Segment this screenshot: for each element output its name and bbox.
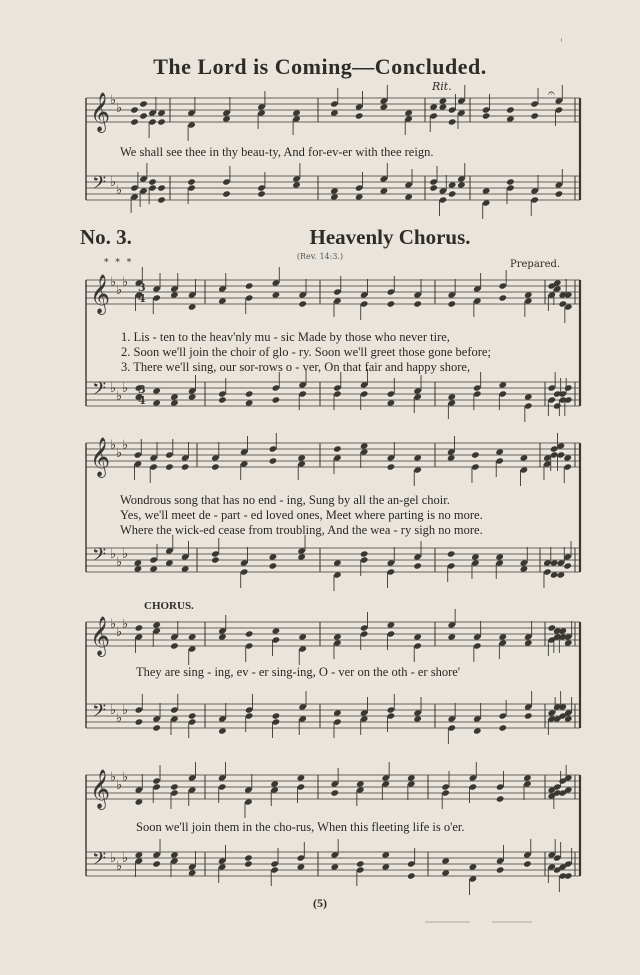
flat-sign: ♭ xyxy=(122,703,129,718)
treble-note xyxy=(506,106,515,113)
bass-note xyxy=(269,553,278,560)
bass-note xyxy=(457,181,466,188)
bass-note xyxy=(380,187,389,194)
bass-note xyxy=(523,860,532,867)
bass-note xyxy=(187,178,196,185)
treble-note xyxy=(360,442,369,449)
bass-note xyxy=(471,553,480,560)
treble-note xyxy=(298,633,307,640)
bass-note xyxy=(553,402,562,409)
treble-note xyxy=(139,112,148,119)
treble-note xyxy=(523,774,532,781)
flat-sign: ♭ xyxy=(122,617,129,632)
treble-note xyxy=(152,621,161,628)
time-signature: 4 xyxy=(138,292,146,305)
bass-note xyxy=(495,553,504,560)
treble-note xyxy=(333,445,342,452)
bass-note xyxy=(245,399,254,406)
bass-note xyxy=(218,727,227,734)
treble-note xyxy=(496,795,505,802)
treble-note xyxy=(170,783,179,790)
treble-note xyxy=(135,624,144,631)
bass-note xyxy=(381,863,390,870)
flat-sign: ♭ xyxy=(110,770,117,785)
treble-note xyxy=(298,300,307,307)
treble-note xyxy=(387,621,396,628)
flat-sign: ♭ xyxy=(116,101,123,116)
flat-sign: ♭ xyxy=(116,778,123,793)
treble-note xyxy=(524,291,533,298)
hymn2-number: No. 3. xyxy=(80,225,132,249)
page-number: (5) xyxy=(313,896,327,910)
treble-note xyxy=(355,112,364,119)
bass-note xyxy=(330,193,339,200)
flat-sign: ♭ xyxy=(122,438,129,453)
bass-note xyxy=(272,712,281,719)
flat-sign: ♭ xyxy=(110,703,117,718)
treble-note xyxy=(447,633,456,640)
bass-note xyxy=(170,393,179,400)
bass-note xyxy=(245,390,254,397)
flat-sign: ♭ xyxy=(116,446,123,461)
time-signature: 3 xyxy=(138,383,146,396)
bass-note xyxy=(524,393,533,400)
treble-note xyxy=(269,457,278,464)
flat-sign: ♭ xyxy=(122,381,129,396)
bass-note xyxy=(413,715,422,722)
treble-note xyxy=(506,115,515,122)
bass-note xyxy=(148,178,157,185)
asterisk-marks: * * * xyxy=(104,258,134,268)
corner-mark: ' xyxy=(560,38,563,49)
flat-sign: ♭ xyxy=(110,547,117,562)
chorus-line-2: Soon we'll join them in the cho-rus, When this fleeting life is o'er. xyxy=(136,820,465,834)
treble-note xyxy=(181,463,190,470)
flat-sign: ♭ xyxy=(122,770,129,785)
bass-note xyxy=(244,854,253,861)
treble-note xyxy=(564,639,573,646)
treble-note xyxy=(135,798,144,805)
bass-note xyxy=(564,384,573,391)
treble-note xyxy=(188,303,197,310)
treble-note xyxy=(495,448,504,455)
fermata: 𝄐 xyxy=(548,86,555,100)
treble-note xyxy=(482,112,491,119)
bass-note xyxy=(222,190,231,197)
treble-note xyxy=(564,291,573,298)
bass-note xyxy=(447,550,456,557)
bass-clef: 𝄢 xyxy=(92,701,107,726)
bass-note xyxy=(134,565,143,572)
bass-note xyxy=(188,393,197,400)
verse-3-line-2: Where the wick-ed cease from troubling, And the wea - ry sigh no more. xyxy=(120,523,483,537)
treble-note xyxy=(218,633,227,640)
bass-note xyxy=(333,709,342,716)
treble-note xyxy=(530,112,539,119)
flat-sign: ♭ xyxy=(116,625,123,640)
treble-note xyxy=(188,633,197,640)
treble-note xyxy=(330,789,339,796)
treble-note xyxy=(292,109,301,116)
bass-note xyxy=(188,869,197,876)
bass-note xyxy=(563,562,572,569)
treble-note xyxy=(297,774,306,781)
bass-note xyxy=(557,571,566,578)
verse-3-line-1: 3. There we'll sing, our sor-rows o - ver, On that fair and happy shore, xyxy=(121,360,471,374)
bass-note xyxy=(387,399,396,406)
treble-note xyxy=(447,300,456,307)
bass-clef: 𝄢 xyxy=(92,173,107,198)
bass-note xyxy=(292,181,301,188)
flat-sign: ♭ xyxy=(110,438,117,453)
hymn1-lyric: We shall see thee in thy beau-ty, And for-ev-er with thee reign. xyxy=(120,145,434,159)
treble-note xyxy=(413,454,422,461)
hymn1-title: The Lord is Coming—Concluded. xyxy=(153,54,487,79)
bass-note xyxy=(448,190,457,197)
treble-note xyxy=(471,451,480,458)
flat-sign: ♭ xyxy=(116,711,123,726)
treble-note xyxy=(245,282,254,289)
verse-2-line-2: Yes, we'll meet de - part - ed loved ones, Meet where parting is no more. xyxy=(120,508,483,522)
bass-note xyxy=(441,857,450,864)
treble-note xyxy=(245,630,254,637)
treble-note xyxy=(498,294,507,301)
treble-note xyxy=(157,109,166,116)
bass-note xyxy=(441,869,450,876)
bass-note xyxy=(407,872,416,879)
bass-note xyxy=(550,571,559,578)
bass-note xyxy=(558,703,567,710)
bass-note xyxy=(330,187,339,194)
treble-note xyxy=(387,463,396,470)
bass-note xyxy=(404,193,413,200)
bass-note xyxy=(381,851,390,858)
bass-note xyxy=(152,860,161,867)
treble-note xyxy=(222,115,231,122)
bass-note xyxy=(297,553,306,560)
treble-note xyxy=(380,103,389,110)
treble-clef: 𝄞 xyxy=(90,437,111,477)
treble-note xyxy=(439,103,448,110)
flat-sign: ♭ xyxy=(116,183,123,198)
flat-sign: ♭ xyxy=(116,555,123,570)
bass-note xyxy=(360,550,369,557)
bass-note xyxy=(498,724,507,731)
bass-note xyxy=(413,562,422,569)
treble-note xyxy=(429,103,438,110)
bass-note xyxy=(135,851,144,858)
bass-note xyxy=(356,860,365,867)
bass-note xyxy=(149,565,158,572)
treble-note xyxy=(333,633,342,640)
treble-note xyxy=(130,106,139,113)
flat-sign: ♭ xyxy=(110,851,117,866)
treble-note xyxy=(387,300,396,307)
bass-note xyxy=(520,565,529,572)
treble-note xyxy=(498,633,507,640)
bass-note xyxy=(496,866,505,873)
flat-sign: ♭ xyxy=(116,859,123,874)
verse-2-line-1: 2. Soon we'll join the choir of glo - ry. Soon we'll greet those gone before; xyxy=(121,345,491,359)
treble-clef: 𝄞 xyxy=(90,769,111,809)
bass-note xyxy=(482,187,491,194)
flat-sign: ♭ xyxy=(122,275,129,290)
scripture-reference: (Rev. 14:3.) xyxy=(296,252,344,261)
bass-note xyxy=(152,387,161,394)
bass-note xyxy=(330,863,339,870)
bass-note xyxy=(429,184,438,191)
treble-clef: 𝄞 xyxy=(90,616,111,656)
treble-note xyxy=(356,780,365,787)
bass-note xyxy=(188,712,197,719)
time-signature: 3 xyxy=(138,281,146,294)
bass-note xyxy=(244,860,253,867)
bass-note xyxy=(157,184,166,191)
verse-1-line-2: Wondrous song that has no end - ing, Sung by all the an-gel choir. xyxy=(120,493,450,507)
bass-clef: 𝄢 xyxy=(92,379,107,404)
treble-note xyxy=(157,118,166,125)
bass-note xyxy=(135,718,144,725)
flat-sign: ♭ xyxy=(110,275,117,290)
bass-note xyxy=(272,396,281,403)
flat-sign: ♭ xyxy=(110,93,117,108)
bass-note xyxy=(152,399,161,406)
bass-note xyxy=(498,381,507,388)
prepared-note: Prepared. xyxy=(510,259,561,270)
treble-note xyxy=(448,118,457,125)
treble-note xyxy=(297,454,306,461)
treble-note xyxy=(130,118,139,125)
flat-sign: ♭ xyxy=(110,381,117,396)
treble-clef: 𝄞 xyxy=(90,92,111,132)
bass-note xyxy=(506,178,515,185)
bass-clef: 𝄢 xyxy=(92,849,107,874)
treble-note xyxy=(558,627,567,634)
bass-note xyxy=(269,562,278,569)
treble-note xyxy=(272,627,281,634)
treble-note xyxy=(439,97,448,104)
tempo-mark: Rit. xyxy=(432,80,452,93)
treble-note xyxy=(139,100,148,107)
bass-note xyxy=(524,712,533,719)
bass-note xyxy=(448,181,457,188)
chorus-line-1: They are sing - ing, ev - er sing-ing, O - ver on the oth - er shore' xyxy=(136,665,461,679)
bass-note xyxy=(211,556,220,563)
treble-note xyxy=(407,774,416,781)
bass-note xyxy=(564,872,573,879)
bass-note xyxy=(157,196,166,203)
bass-note xyxy=(473,727,482,734)
bass-note xyxy=(170,851,179,858)
flat-sign: ♭ xyxy=(116,283,123,298)
bass-note xyxy=(218,396,227,403)
treble-note xyxy=(272,291,281,298)
bass-note xyxy=(134,559,143,566)
treble-note xyxy=(211,463,220,470)
bass-note xyxy=(355,193,364,200)
bass-note xyxy=(165,559,174,566)
bass-note xyxy=(469,863,478,870)
bass-note xyxy=(297,863,306,870)
time-signature: 4 xyxy=(138,394,146,407)
flat-sign: ♭ xyxy=(116,389,123,404)
treble-clef: 𝄞 xyxy=(90,274,111,314)
verse-1-line-1: 1. Lis - ten to the heav'nly mu - sic Made by those who never tire, xyxy=(121,330,450,344)
flat-sign: ♭ xyxy=(122,851,129,866)
flat-sign: ♭ xyxy=(122,547,129,562)
treble-note xyxy=(170,291,179,298)
treble-note xyxy=(563,454,572,461)
treble-note xyxy=(330,109,339,116)
flat-sign: ♭ xyxy=(110,175,117,190)
bass-note xyxy=(333,559,342,566)
treble-note xyxy=(413,300,422,307)
treble-note xyxy=(447,454,456,461)
chorus-label: CHORUS. xyxy=(144,600,194,612)
bass-note xyxy=(181,565,190,572)
bass-note xyxy=(257,190,266,197)
treble-note xyxy=(218,297,227,304)
treble-note xyxy=(413,633,422,640)
treble-note xyxy=(404,109,413,116)
bass-note xyxy=(555,190,564,197)
hymn2-title: Heavenly Chorus. xyxy=(309,225,471,249)
treble-note xyxy=(520,454,529,461)
bass-note xyxy=(152,724,161,731)
treble-note xyxy=(165,463,174,470)
treble-note xyxy=(270,780,279,787)
bass-note xyxy=(447,393,456,400)
treble-note xyxy=(524,639,533,646)
treble-note xyxy=(170,642,179,649)
bass-note xyxy=(170,399,179,406)
bass-clef: 𝄢 xyxy=(92,545,107,570)
flat-sign: ♭ xyxy=(110,617,117,632)
